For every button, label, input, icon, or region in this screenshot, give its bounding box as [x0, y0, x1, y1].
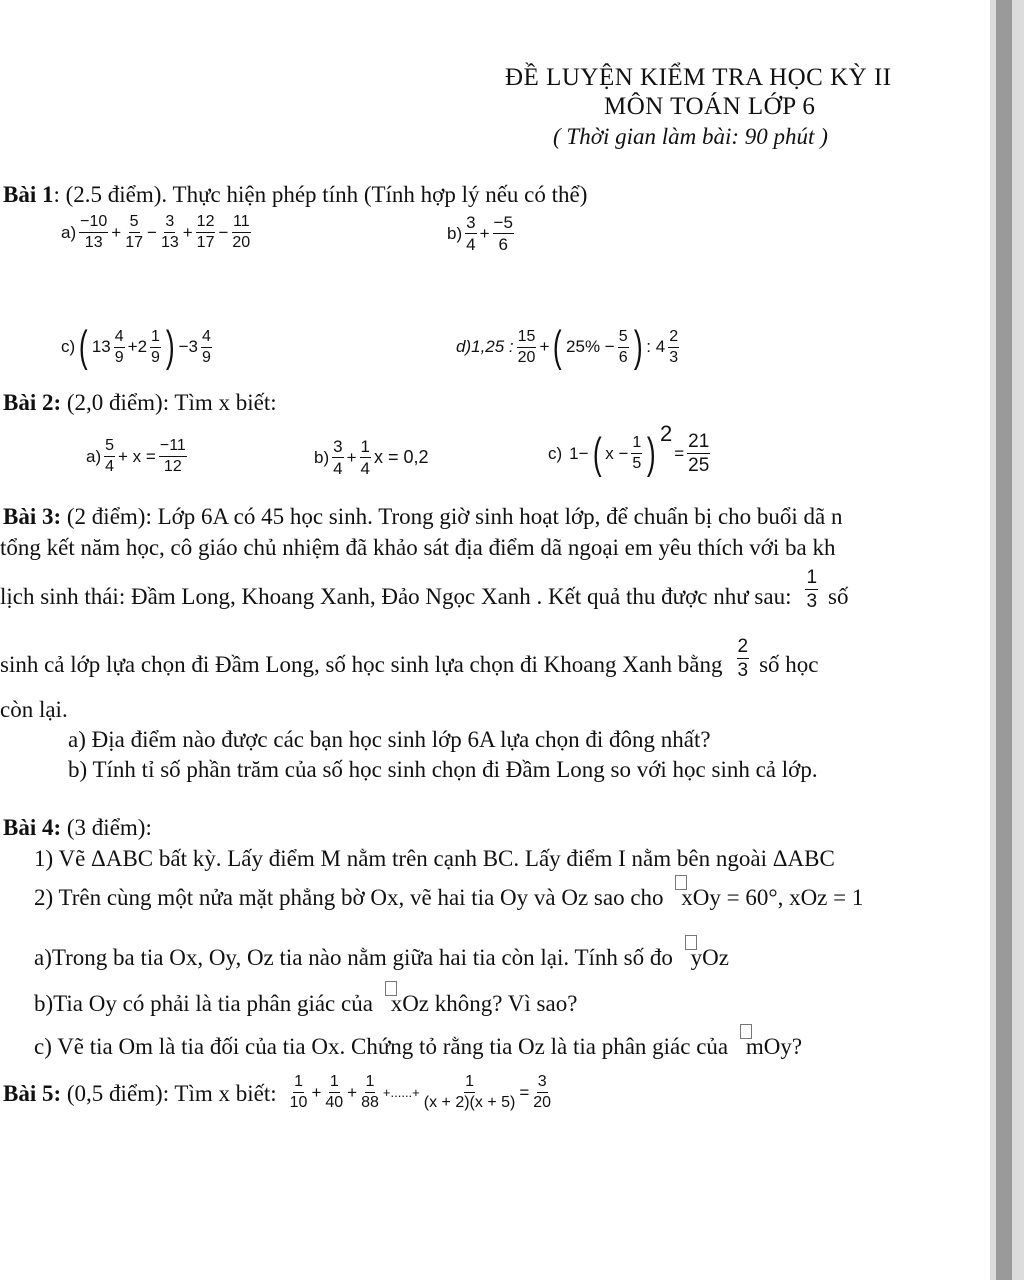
bai1-a-term-5: $\frac{11}{20}$: [232, 213, 251, 251]
bai1-a-term-1: $\frac{-10}{13}$: [80, 213, 108, 251]
exam-title: ĐỀ LUYỆN KIỂM TRA HỌC KỲ II: [505, 64, 892, 91]
angle-hat-icon: [685, 935, 697, 950]
bai2-c: c) 1− ( x − $\frac{1}{5}$ ) 2 = $\frac{21}{25}$: [548, 420, 710, 478]
bai4-item-1: 1) Vẽ ΔABC bất kỳ. Lấy điểm M nằm trên cạnh BC. Lấy điểm I nằm bên ngoài ΔABC: [34, 846, 835, 871]
scrollbar-thumb[interactable]: [996, 0, 1012, 1280]
bai3-line2: tổng kết năm học, cô giáo chủ nhiệm đã khảo sát địa điểm dã ngoại em yêu thích với ba kh: [0, 535, 836, 560]
bai5-equation: $\frac{1}{10}$ + $\frac{1}{40}$ + $\frac{1}{88}$ +......+ $\frac{1}{(x + 2)(x + 5)}$ = $\frac{3}{20}$: [289, 1073, 552, 1111]
bai1-a: a) $\frac{-10}{13}$ + $\frac{5}{17}$ − $\frac{3}{13}$ + $\frac{12}{17}$ − $\frac{11}{20}$: [61, 213, 251, 251]
bai1-c: c) ( 13 $\frac{4}{9}$ +2 $\frac{1}{9}$ ) −3 $\frac{4}{9}$: [61, 322, 211, 371]
bai2-heading: Bài 2: (2,0 điểm): Tìm x biết:: [3, 390, 277, 415]
bai1-a-term-3: $\frac{3}{13}$: [160, 213, 179, 251]
bai3-line5: còn lại.: [0, 697, 68, 722]
bai1-b: b) $\frac{3}{4}$ + $\frac{-5}{6}$: [447, 213, 513, 254]
bai3-line4: sinh cả lớp lựa chọn đi Đầm Long, số học sinh lựa chọn đi Khoang Xanh bằng $\frac{2}{3}$ số học: [0, 636, 819, 681]
bai5-line: Bài 5: (0,5 điểm): Tìm x biết: $\frac{1}{10}$ + $\frac{1}{40}$ + $\frac{1}{88}$ +......+ $\frac{1}{(x + 2)(x + 5)}$ = $\frac{3}{20}$: [3, 1072, 554, 1113]
bai4-question-c: c) Vẽ tia Om là tia đối của tia Ox. Chứng tỏ rằng tia Oz là tia phân giác của mOy?: [34, 1034, 802, 1060]
bai3-question-a: a) Địa điểm nào được các bạn học sinh lớp 6A lựa chọn đi đông nhất?: [68, 727, 711, 752]
bai1-a-label: a): [61, 222, 77, 242]
bai2-b: b) $\frac{3}{4}$ + $\frac{1}{4}$ x = 0,2: [314, 437, 429, 478]
bai3-line1: Bài 3: (2 điểm): Lớp 6A có 45 học sinh. Trong giờ sinh hoạt lớp, để chuẩn bị cho buổi dã n: [3, 504, 843, 529]
bai4-heading: Bài 4: (3 điểm):: [3, 815, 152, 840]
bai2-a: a) $\frac{5}{4}$ + x = $\frac{-11}{12}$: [86, 437, 186, 475]
page-edge-scrollbar[interactable]: [990, 0, 1024, 1280]
bai3-question-b: b) Tính tỉ số phần trăm của số học sinh chọn đi Đầm Long so với học sinh cả lớp.: [68, 757, 818, 782]
angle-hat-icon: [385, 981, 397, 996]
angle-hat-icon: [675, 875, 687, 890]
bai4-question-a: a)Trong ba tia Ox, Oy, Oz tia nào nằm giữa hai tia còn lại. Tính số đo yOz: [34, 945, 729, 971]
bai1-a-term-4: $\frac{12}{17}$: [196, 213, 215, 251]
bai4-question-b: b)Tia Oy có phải là tia phân giác của xOz không? Vì sao?: [34, 991, 577, 1017]
angle-hat-icon: [740, 1024, 752, 1039]
bai1-heading: [3, 182, 587, 208]
bai1-label: Bài 1: [3, 182, 54, 207]
bai1-text: : (2.5 điểm). Thực hiện phép tính (Tính hợp lý nếu có thể): [53, 182, 588, 207]
bai4-item-2: 2) Trên cùng một nửa mặt phẳng bờ Ox, vẽ hai tia Oy và Oz sao cho xOy = 60°, xOz = 1: [34, 885, 863, 911]
bai3-line3: lịch sinh thái: Đầm Long, Khoang Xanh, Đảo Ngọc Xanh . Kết quả thu được như sau: $\frac{1}{3}$ số: [0, 567, 849, 612]
subject-title: MÔN TOÁN LỚP 6: [604, 93, 816, 120]
bai1-a-term-2: $\frac{5}{17}$: [125, 213, 143, 251]
bai1-d: d)1,25 : $\frac{15}{20}$ + ( 25% − $\frac{5}{6}$ ) : 4 $\frac{2}{3}$: [456, 322, 679, 371]
duration: ( Thời gian làm bài: 90 phút ): [553, 124, 828, 149]
